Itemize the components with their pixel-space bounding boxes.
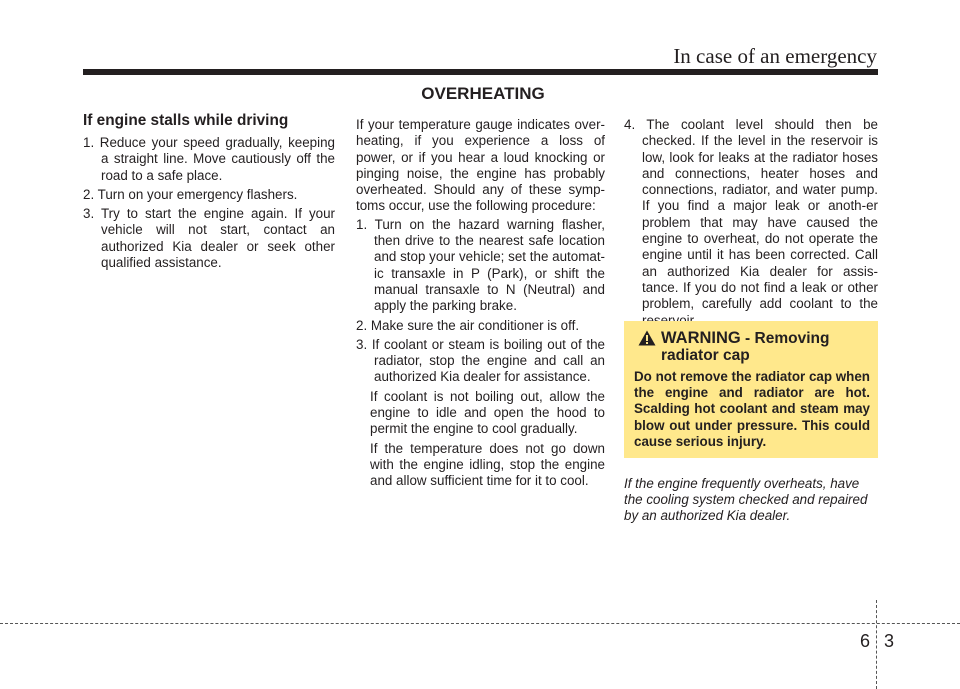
- overheating-procedure: [356, 117, 605, 493]
- warning-body: Do not remove the radiator cap when the engine and radiator are hot. Scalding hot coolant and steam may blow out under pressure. This could cause serious injury.: [634, 369, 870, 449]
- overheat-note: If the engine frequently overheats, have the cooling system checked and repaired by an authorized Kia dealer.: [624, 476, 868, 524]
- sub-paragraph: If the temperature does not go down with the engine idling, stop the engine and allow sufficient time for it to cool.: [370, 440, 605, 489]
- list-item: 2. Make sure the air conditioner is off.: [356, 317, 580, 333]
- overheating-intro: If your temperature gauge indicates over-heating, if you experience a loss of power, or if you hear a loud knocking or pinging noise, the engine has probably overheated. Should any of these symp-toms occur, use the following procedure:: [356, 117, 605, 214]
- warning-label: WARNING: [661, 329, 741, 347]
- list-item: 1. Reduce your speed gradually, keeping a straight line. Move cautiously off the road to a safe place.: [83, 135, 335, 183]
- warning-triangle-icon: [638, 330, 656, 346]
- stall-section: [83, 112, 335, 274]
- overheating-steps-list: [356, 217, 605, 386]
- warning-box: [624, 321, 878, 458]
- warning-title: [638, 330, 868, 364]
- warning-title-line2: radiator cap: [661, 347, 750, 364]
- chapter-number: 6: [859, 631, 870, 651]
- coolant-check: [624, 117, 878, 332]
- header-rule: [83, 69, 878, 75]
- stall-heading: If engine stalls while driving: [83, 112, 289, 129]
- list-item: 3. If coolant or steam is boiling out of the radiator, stop the engine and call an authorized Kia dealer for assistance.: [356, 336, 605, 385]
- overheating-heading: OVERHEATING: [349, 78, 617, 110]
- sub-paragraph: If coolant is not boiling out, allow the engine to idle and open the hood to permit the engine to cool gradually.: [370, 388, 605, 437]
- list-item: 3. Try to start the engine again. If your vehicle will not start, contact an authorized Kia dealer or seek other qualified assistance.: [83, 206, 335, 271]
- footer-vertical-divider: [876, 600, 877, 689]
- footer-divider: [0, 623, 960, 624]
- stall-steps-list: [83, 135, 335, 271]
- list-item: 2. Turn on your emergency flashers.: [83, 186, 298, 202]
- list-item: 4. The coolant level should then be checked. If the level in the reservoir is low, look for leaks at the radiator hoses and connections, heater hoses and connections, radiator, and water pump. If you find a major leak or anoth-er problem that may have caused the engine to overheat, do not operate the engine until it has been corrected. Call an authorized Kia dealer for assis-tance. If you do not find a leak or other problem, carefully add coolant to the: [624, 117, 878, 312]
- warning-title-line1: - Removing: [740, 330, 830, 347]
- section-header-title: In case of an emergency: [673, 44, 877, 68]
- coolant-steps-list: [624, 117, 878, 329]
- page-number: 3: [884, 631, 895, 651]
- list-item: 1. Turn on the hazard warning flasher, then drive to the nearest safe location and stop your vehicle; set the automat-ic transaxle in P (Park), or shift the manual transaxle to N (Neutral) and apply the parking brake.: [356, 216, 605, 314]
